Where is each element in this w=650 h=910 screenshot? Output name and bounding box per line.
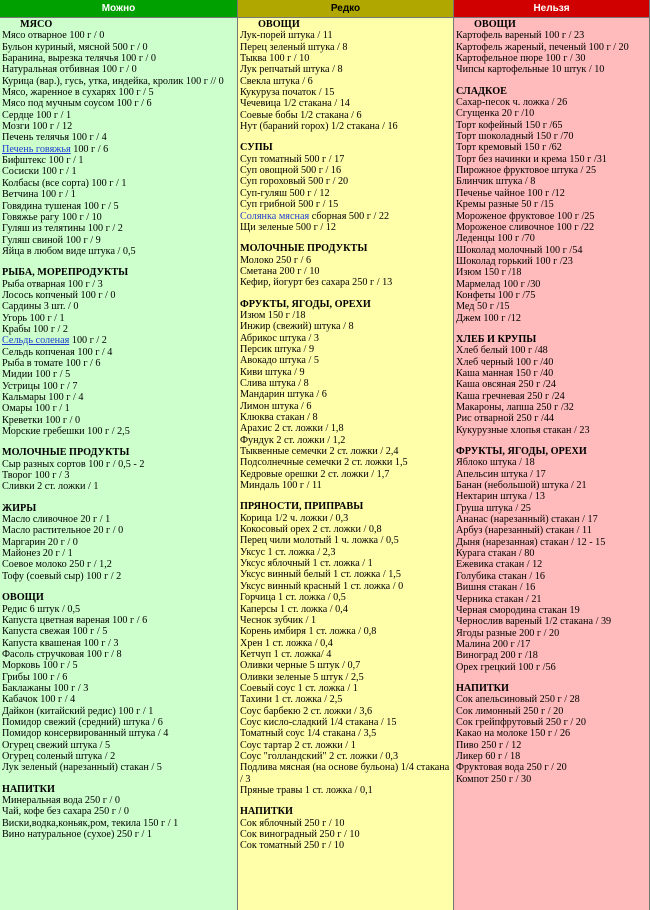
list-item: Сардины 3 шт. / 0 <box>2 301 79 313</box>
list-item: Баклажаны 100 г / 3 <box>2 682 89 694</box>
section <box>2 267 235 437</box>
section-title: СЛАДКОЕ <box>456 85 507 97</box>
list-item: Суп гороховый 500 г / 20 <box>240 176 349 188</box>
list-item: Курага стакан / 80 <box>456 548 535 560</box>
list-item: Кремы разные 50 г /15 <box>456 199 554 211</box>
list-item: Бульон куриный, мясной 500 г / 0 <box>2 41 148 53</box>
list-item: Яблоко штука / 18 <box>456 457 535 469</box>
list-item: Каперсы 1 ст. ложка / 0,4 <box>240 603 348 615</box>
item-link[interactable]: Печень говяжья <box>2 143 71 155</box>
list-item: Кукуруза початок / 15 <box>240 87 335 99</box>
item-value: сборная 500 г / 22 <box>309 210 390 222</box>
list-item: Креветки 100 г / 0 <box>2 414 81 426</box>
list-item: Молоко 250 г / 6 <box>240 254 312 266</box>
list-item: Гуляш свиной 100 г / 9 <box>2 234 101 246</box>
list-item: Мандарин штука / 6 <box>240 389 327 401</box>
list-item: Какао на молоке 150 г / 26 <box>456 728 571 740</box>
list-item: Минеральная вода 250 г / 0 <box>2 795 120 806</box>
list-item: Голубика стакан / 16 <box>456 570 545 582</box>
list-item: Шоколад горький 100 г /23 <box>456 255 573 267</box>
list-item: Картофель жареный, печеный 100 г / 20 <box>456 41 629 53</box>
list-item: Картофельное пюре 100 г / 30 <box>456 53 586 65</box>
list-item: Редис 6 штук / 0,5 <box>2 603 81 615</box>
list-item: Инжир (свежий) штука / 8 <box>240 321 354 333</box>
table-body <box>0 18 650 910</box>
list-item: Черника стакан / 21 <box>456 593 542 605</box>
list-item: Чай, кофе без сахара 250 г / 0 <box>2 806 129 818</box>
list-item: Миндаль 100 г / 11 <box>240 480 322 492</box>
list-item: Уксус 1 ст. ложка / 2,3 <box>240 546 336 558</box>
list-item: Колбасы (все сорта) 100 г / 1 <box>2 177 127 189</box>
list-item: Тыквенные семечки 2 ст. ложки / 2,4 <box>240 446 399 458</box>
header-rarely: Редко <box>238 0 454 17</box>
list-item: Сметана 200 г / 10 <box>240 265 320 277</box>
section-title: РЫБА, МОРЕПРОДУКТЫ <box>2 267 129 279</box>
section <box>2 19 235 257</box>
list-item: Нектарин штука / 13 <box>456 491 546 503</box>
list-item: Капуста квашеная 100 г / 3 <box>2 637 119 649</box>
column-rarely <box>238 18 454 910</box>
list-item: Пиво 250 г / 12 <box>456 739 522 751</box>
section <box>240 243 451 288</box>
list-item: Рис отварной 250 г /44 <box>456 413 555 425</box>
list-item: Творог 100 г / 3 <box>2 470 70 482</box>
list-item: Соус "голландский" 2 ст. ложки / 0,3 <box>240 750 399 762</box>
list-item: Курица (вар.), гусь, утка, индейка, кролик 100 г // 0 <box>2 75 224 87</box>
section-title: ОВОЩИ <box>2 592 44 604</box>
list-item: Яйца в любом виде штука / 0,5 <box>2 245 136 257</box>
list-item: Чернослив вареный 1/2 стакана / 39 <box>456 616 612 628</box>
list-item: Малина 200 г /17 <box>456 638 531 650</box>
list-item: Сок виноградный 250 г / 10 <box>240 829 360 841</box>
list-item: Говяжье рагу 100 г / 10 <box>2 211 102 223</box>
list-item: Баранина, вырезка телячья 100 г / 0 <box>2 53 157 65</box>
list-item: Кедровые орешки 2 ст. ложки / 1,7 <box>240 468 390 480</box>
list-item: Тыква 100 г / 10 <box>240 53 310 65</box>
list-item: Мороженое фруктовое 100 г /25 <box>456 210 595 222</box>
list-item: Блинчик штука / 8 <box>456 176 536 188</box>
list-item: Чечевица 1/2 стакана / 14 <box>240 98 350 110</box>
list-item: Хлеб белый 100 г /48 <box>456 345 548 357</box>
list-item: Ежевика стакан / 12 <box>456 559 543 571</box>
section <box>2 784 235 841</box>
list-item: Джем 100 г /12 <box>456 312 521 324</box>
list-item: Мясо, жаренное в сухарях 100 г / 5 <box>2 87 154 99</box>
section-title: ОВОЩИ <box>474 19 516 30</box>
list-item: Мясо отварное 100 г / 0 <box>2 30 105 42</box>
list-item: Сок лимонный 250 г / 20 <box>456 705 564 717</box>
list-item: Виноград 200 г /18 <box>456 650 538 662</box>
list-item: Шоколад молочный 100 г /54 <box>456 244 583 256</box>
list-item: Суп-гуляш 500 г / 12 <box>240 187 330 199</box>
list-item: Фасоль стручковая 100 г / 8 <box>2 648 122 660</box>
list-item: Уксус винный красный 1 ст. ложка / 0 <box>240 580 404 592</box>
list-item: Натуральная отбивная 100 г / 0 <box>2 64 137 76</box>
section-title: НАПИТКИ <box>2 783 55 795</box>
list-item: Груша штука / 25 <box>456 502 531 514</box>
list-item: Щи зеленые 500 г / 12 <box>240 221 336 233</box>
list-item: Кабачок 100 г / 4 <box>2 694 76 706</box>
list-item: Омары 100 г / 1 <box>2 403 70 415</box>
list-item: Масло растительное 20 г / 0 <box>2 525 124 537</box>
list-item: Соевые бобы 1/2 стакана / 6 <box>240 109 362 121</box>
table-header <box>0 0 650 18</box>
list-item: Суп овощной 500 г / 16 <box>240 165 342 177</box>
list-item: Маргарин 20 г / 0 <box>2 536 78 548</box>
section-title: ЖИРЫ <box>2 502 37 514</box>
list-item: Оливки зеленые 5 штук / 2,5 <box>240 671 364 683</box>
list-item: Виски,водка,коньяк,ром, текила 150 г / 1 <box>2 817 179 829</box>
list-item: Абрикос штука / 3 <box>240 332 320 344</box>
list-item: Сок апельсиновый 250 г / 28 <box>456 694 580 706</box>
list-item: Морковь 100 г / 5 <box>2 660 78 672</box>
list-item: Морские гребешки 100 г / 2,5 <box>2 426 130 438</box>
list-item: Перец зеленый штука / 8 <box>240 41 348 53</box>
list-item: Торт кремовый 150 г /62 <box>456 142 562 154</box>
item-link[interactable]: Сельдь соленая <box>2 335 70 347</box>
list-item: Угорь 100 г / 1 <box>2 312 65 324</box>
list-item: Устрицы 100 г / 7 <box>2 380 78 392</box>
list-item: Клюква стакан / 8 <box>240 412 318 423</box>
list-item: Капуста свежая 100 г / 5 <box>2 626 108 638</box>
list-item: Рыба в томате 100 г / 6 <box>2 357 101 369</box>
list-item: Торт без начинки и крема 150 г /31 <box>456 153 607 165</box>
list-item: Бифштекс 100 г / 1 <box>2 155 84 167</box>
section <box>456 86 647 324</box>
section <box>2 592 235 774</box>
list-item: Орех грецкий 100 г /56 <box>456 661 556 673</box>
section-title: ПРЯНОСТИ, ПРИПРАВЫ <box>240 501 364 513</box>
section-title: СУПЫ <box>240 142 273 154</box>
list-item: Компот 250 г / 30 <box>456 773 532 785</box>
list-item: Помидор свежий (средний) штука / 6 <box>2 716 163 728</box>
list-item: Хрен 1 ст. ложка / 0,4 <box>240 637 333 649</box>
list-item: Изюм 150 г /18 <box>456 267 522 279</box>
list-item: Мармелад 100 г /30 <box>456 278 541 290</box>
list-item: Каша овсяная 250 г /24 <box>456 379 556 391</box>
list-item[interactable] <box>2 335 235 346</box>
list-item: Перец чили молотый 1 ч. ложка / 0,5 <box>240 535 399 547</box>
list-item: Сыр разных сортов 100 г / 0,5 - 2 <box>2 458 145 470</box>
list-item: Соус кисло-сладкий 1/4 стакана / 15 <box>240 716 397 728</box>
list-item: Сердце 100 г / 1 <box>2 109 72 121</box>
list-item: Соевое молоко 250 г / 1,2 <box>2 559 112 571</box>
list-item: Изюм 150 г /18 <box>240 309 306 321</box>
list-item: Пряные травы 1 ст. ложка / 0,1 <box>240 785 373 796</box>
list-item: Авокадо штука / 5 <box>240 355 319 367</box>
list-item: Рыба отварная 100 г / 3 <box>2 278 103 290</box>
list-item: Огурец свежий штука / 5 <box>2 739 111 751</box>
list-item: Сок яблочный 250 г / 10 <box>240 817 345 829</box>
list-item: Свекла штука / 6 <box>240 75 313 87</box>
section <box>2 503 235 582</box>
list-item: Корень имбиря 1 ст. ложка / 0,8 <box>240 626 377 638</box>
column-allowed <box>0 18 238 910</box>
list-item: Арахис 2 ст. ложки / 1,8 <box>240 423 344 435</box>
list-item: Леденцы 100 г /70 <box>456 233 535 245</box>
list-item: Печень телячья 100 г / 4 <box>2 132 107 144</box>
list-item: Торт шоколадный 150 г /70 <box>456 131 574 143</box>
column-forbidden <box>454 18 650 910</box>
list-item: Гуляш из телятины 100 г / 2 <box>2 223 123 235</box>
list-item: Лимон штука / 6 <box>240 400 312 412</box>
list-item: Ананас (нарезанный) стакан / 17 <box>456 514 598 526</box>
section <box>240 19 451 132</box>
section <box>240 142 451 233</box>
section-title: НАПИТКИ <box>456 682 509 694</box>
list-item: Чеснок зубчик / 1 <box>240 614 317 626</box>
list-item: Тофу (соевый сыр) 100 г / 2 <box>2 570 122 582</box>
list-item: Лук репчатый штука / 8 <box>240 64 343 76</box>
list-item: Кетчуп 1 ст. ложка/ 4 <box>240 648 332 660</box>
header-forbidden: Нельзя <box>454 0 650 17</box>
header-allowed: Можно <box>0 0 238 17</box>
list-item: Ягоды разные 200 г / 20 <box>456 627 560 639</box>
section <box>456 683 647 785</box>
list-item: Суп томатный 500 г / 17 <box>240 153 345 165</box>
list-item: Мозги 100 г / 12 <box>2 121 73 133</box>
section <box>240 501 451 796</box>
list-item: Лук зеленый (нарезанный) стакан / 5 <box>2 762 162 774</box>
section-title: ОВОЩИ <box>258 19 300 30</box>
list-item: Мороженое сливочное 100 г /22 <box>456 221 595 233</box>
list-item: Мидии 100 г / 5 <box>2 369 71 381</box>
list-item: Сок томатный 250 г / 10 <box>240 840 345 852</box>
list-item: Хлеб черный 100 г /40 <box>456 356 554 368</box>
list-item: Нут (бараний горох) 1/2 стакана / 16 <box>240 121 398 133</box>
list-item: Вино натуральное (сухое) 250 г / 1 <box>2 829 152 841</box>
list-item: Говядина тушеная 100 г / 5 <box>2 200 119 212</box>
list-item: Черная смородина стакан 19 <box>456 604 580 616</box>
list-item: Каша гречневая 250 г /24 <box>456 390 565 402</box>
list-item: Крабы 100 г / 2 <box>2 323 69 335</box>
list-item: Огурец соленый штука / 2 <box>2 750 116 762</box>
section <box>240 806 451 851</box>
section <box>2 447 235 492</box>
list-item: Апельсин штука / 17 <box>456 468 546 480</box>
list-item: Корица 1/2 ч. ложки / 0,3 <box>240 512 349 524</box>
list-item: Мед 50 г /15 <box>456 301 510 313</box>
list-item: Сгущенка 20 г /10 <box>456 108 535 120</box>
section <box>456 446 647 673</box>
item-name: Солянка мясная <box>240 210 310 222</box>
section-title: ХЛЕБ И КРУПЫ <box>456 333 537 345</box>
list-item: Кокосовый орех 2 ст. ложки / 0,8 <box>240 524 382 536</box>
list-item: Майонез 20 г / 1 <box>2 548 73 560</box>
list-item: Персик штука / 9 <box>240 343 315 355</box>
list-item: Масло сливочное 20 г / 1 <box>2 514 111 526</box>
section-title: НАПИТКИ <box>240 806 293 818</box>
list-item: Лук-порей штука / 11 <box>240 30 333 42</box>
section-title: МОЛОЧНЫЕ ПРОДУКТЫ <box>2 447 130 459</box>
list-item: Торт кофейный 150 г /65 <box>456 119 563 131</box>
list-item: Томатный соус 1/4 стакана / 3,5 <box>240 728 377 740</box>
list-item: Сок грейпфрутовый 250 г / 20 <box>456 716 586 728</box>
list-item: Дайкон (китайский редис) 100 г / 1 <box>2 705 154 717</box>
list-item: Макароны, лапша 250 г /32 <box>456 402 574 413</box>
list-item: Тахини 1 ст. ложка / 2,5 <box>240 694 343 706</box>
list-item: Арбуз (нарезанный) стакан / 11 <box>456 525 592 537</box>
list-item: Уксус винный белый 1 ст. ложка / 1,5 <box>240 569 401 581</box>
list-item: Лосось копченый 100 г / 0 <box>2 289 116 301</box>
list-item: Соус барбекю 2 ст. ложки / 3,6 <box>240 705 373 717</box>
list-item: Дыня (нарезанная) стакан / 12 - 15 <box>456 536 606 548</box>
list-item: Ликер 60 г / 18 <box>456 750 521 762</box>
list-item: Пирожное фруктовое штука / 25 <box>456 165 597 177</box>
list-item: Вишня стакан / 16 <box>456 582 536 594</box>
section <box>240 299 451 492</box>
list-item: Соус тартар 2 ст. ложки / 1 <box>240 739 356 751</box>
list-item: Суп грибной 500 г / 15 <box>240 199 339 211</box>
list-item: Каша манная 150 г /40 <box>456 367 554 379</box>
list-item: Чипсы картофельные 10 штук / 10 <box>456 64 605 76</box>
list-item: Картофель вареный 100 г / 23 <box>456 30 585 42</box>
list-item: Горчица 1 ст. ложка / 0,5 <box>240 592 346 604</box>
list-item: Сельдь копченая 100 г / 4 <box>2 346 113 358</box>
list-item <box>240 211 451 222</box>
list-item: Печенье чайное 100 г /12 <box>456 187 565 199</box>
item-value: 100 г / 6 <box>70 143 109 155</box>
list-item: Соевый соус 1 ст. ложка / 1 <box>240 682 358 694</box>
list-item: Слива штука / 8 <box>240 377 309 389</box>
item-value: 100 г / 2 <box>69 335 107 347</box>
section-title: ФРУКТЫ, ЯГОДЫ, ОРЕХИ <box>456 446 587 458</box>
list-item: Уксус яблочный 1 ст. ложка / 1 <box>240 558 373 570</box>
section <box>456 19 647 76</box>
list-item: Сахар-песок ч. ложка / 26 <box>456 97 568 109</box>
list-item: Конфеты 100 г /75 <box>456 289 536 301</box>
list-item: Грибы 100 г / 6 <box>2 671 68 683</box>
list-item: Фруктовая вода 250 г / 20 <box>456 762 567 774</box>
list-item: Кефир, йогурт без сахара 250 г / 13 <box>240 277 393 289</box>
list-item: Кальмары 100 г / 4 <box>2 392 84 403</box>
list-item: Киви штука / 9 <box>240 366 305 378</box>
section-title: МЯСО <box>20 19 53 30</box>
list-item: Оливки черные 5 штук / 0,7 <box>240 660 361 672</box>
list-item: Подлива мясная (на основе бульона) 1/4 стакана / 3 <box>240 762 450 785</box>
section-title: МОЛОЧНЫЕ ПРОДУКТЫ <box>240 243 368 255</box>
list-item: Мясо под мучным соусом 100 г / 6 <box>2 98 152 110</box>
list-item: Банан (небольшой) штука / 21 <box>456 480 587 492</box>
list-item: Кукурузные хлопья стакан / 23 <box>456 424 590 436</box>
section <box>456 334 647 436</box>
list-item: Подсолнечные семечки 2 ст. ложки 1,5 <box>240 457 408 469</box>
list-item: Сосиски 100 г / 1 <box>2 166 77 178</box>
list-item[interactable] <box>2 144 235 155</box>
list-item: Помидор консервированный штука / 4 <box>2 728 169 740</box>
list-item: Капуста цветная вареная 100 г / 6 <box>2 614 148 626</box>
list-item: Сливки 2 ст. ложки / 1 <box>2 481 99 493</box>
list-item: Фундук 2 ст. ложки / 1,2 <box>240 434 346 446</box>
list-item: Ветчина 100 г / 1 <box>2 189 76 201</box>
section-title: ФРУКТЫ, ЯГОДЫ, ОРЕХИ <box>240 298 371 310</box>
